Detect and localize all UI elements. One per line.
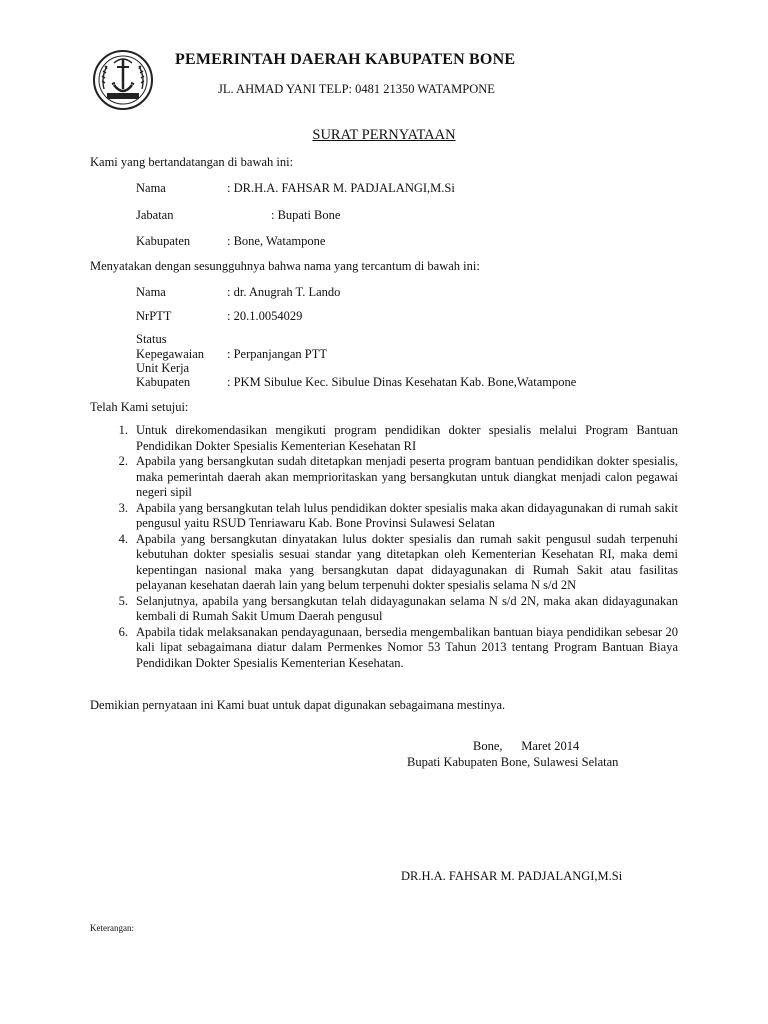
- signer-nama-value: : DR.H.A. FAHSAR M. PADJALANGI,M.Si: [227, 181, 455, 195]
- subject-nama-value: : dr. Anugrah T. Lando: [227, 285, 341, 299]
- bone-regency-emblem-icon: [92, 49, 154, 111]
- statement-text: Menyatakan dengan sesungguhnya bahwa nama yang tercantum di bawah ini:: [90, 259, 480, 273]
- signer-jabatan-label: Jabatan: [136, 208, 174, 222]
- list-item-text: Apabila yang bersangkutan dinyatakan lulus dokter spesialis dan rumah sakit pengusul sudah terpenuhi kebutuhan dokter spesialis sesuai standar yang ditetapkan oleh Kementerian Kesehatan RI, maka demi kepentingan nasional maka yang bersangkutan dapat didayagunakan di Rumah Sakit atau fasilitas pelayanan kesehatan daerah lain yang belum terpenuhi dokter spesialis selama N s/d 2N: [136, 531, 678, 592]
- list-item: [100, 625, 678, 672]
- subject-nrptt-value: : 20.1.0054029: [227, 309, 303, 323]
- list-item: [100, 454, 678, 501]
- list-item-text: Apabila yang bersangkutan sudah ditetapkan menjadi peserta program bantuan pendidikan dokter spesialis, maka pemerintah daerah akan memprioritaskan yang bersangkutan untuk diangkat menjadi calon pegawai negeri sipil: [136, 454, 678, 499]
- document-title: SURAT PERNYATAAN: [312, 127, 456, 143]
- subject-status-value: : Perpanjangan PTT: [227, 347, 327, 361]
- agreed-text: Telah Kami setujui:: [90, 400, 189, 414]
- subject-status-label-2: Kepegawaian: [136, 347, 205, 361]
- place-date: Bone, Maret 2014: [473, 739, 580, 753]
- header-address: JL. AHMAD YANI TELP: 0481 21350 WATAMPONE: [218, 82, 495, 96]
- list-item-number: 4.: [118, 531, 128, 546]
- list-item-number: 2.: [118, 454, 128, 468]
- subject-unit-label-1: Unit Kerja: [136, 361, 190, 375]
- subject-unit-value: : PKM Sibulue Kec. Sibulue Dinas Kesehatan Kab. Bone,Watampone: [227, 375, 577, 389]
- list-item-number: 6.: [118, 624, 128, 639]
- signer-kabupaten-value: : Bone, Watampone: [227, 234, 326, 248]
- closing-text: Demikian pernyataan ini Kami buat untuk dapat digunakan sebagaimana mestinya.: [90, 698, 506, 712]
- intro-text: Kami yang bertandatangan di bawah ini:: [90, 155, 294, 169]
- signer-nama-label: Nama: [136, 181, 166, 195]
- list-item: [100, 501, 678, 532]
- signer-jabatan-value: : Bupati Bone: [271, 208, 341, 222]
- list-item-text: Apabila yang bersangkutan telah lulus pendidikan dokter spesialis maka akan didayagunakan di rumah sakit pengusul yaitu RSUD Tenriawaru Kab. Bone Provinsi Sulawesi Selatan: [136, 500, 678, 530]
- list-item: [100, 532, 678, 594]
- note-label: Keterangan:: [90, 923, 134, 933]
- list-item-text: Apabila tidak melaksanakan pendayagunaan, bersedia mengembalikan bantuan biaya pendidikan sebesar 20 kali lipat sebagaimana diatur dalam Permenkes Nomor 53 Tahun 2013 tentang Program Bantuan Biaya Pendidikan Dokter Spesialis Kementerian Kesehatan.: [136, 624, 678, 670]
- list-item-number: 1.: [118, 423, 128, 437]
- subject-status-label-1: Status: [136, 332, 167, 346]
- subject-nama-label: Nama: [136, 285, 166, 299]
- list-item-number: 5.: [118, 593, 128, 608]
- list-item-text: Untuk direkomendasikan mengikuti program pendidikan dokter spesialis melalui Program Bantuan Pendidikan Dokter Spesialis Kementerian Kesehatan RI: [136, 423, 678, 453]
- list-item-text: Selanjutnya, apabila yang bersangkutan telah didayagunakan selama N s/d 2N, maka akan didayagunakan kembali di Rumah Sakit Umum Daerah pengusul: [136, 593, 678, 623]
- subject-nrptt-label: NrPTT: [136, 309, 172, 323]
- signer-name: DR.H.A. FAHSAR M. PADJALANGI,M.Si: [401, 869, 623, 883]
- signer-kabupaten-label: Kabupaten: [136, 234, 191, 248]
- header-title: PEMERINTAH DAERAH KABUPATEN BONE: [175, 51, 516, 68]
- subject-unit-label-2: Kabupaten: [136, 375, 191, 389]
- agreement-list: [100, 423, 678, 671]
- list-item: [100, 423, 678, 454]
- signer-position: Bupati Kabupaten Bone, Sulawesi Selatan: [407, 755, 619, 769]
- list-item: [100, 594, 678, 625]
- list-item-number: 3.: [118, 500, 128, 515]
